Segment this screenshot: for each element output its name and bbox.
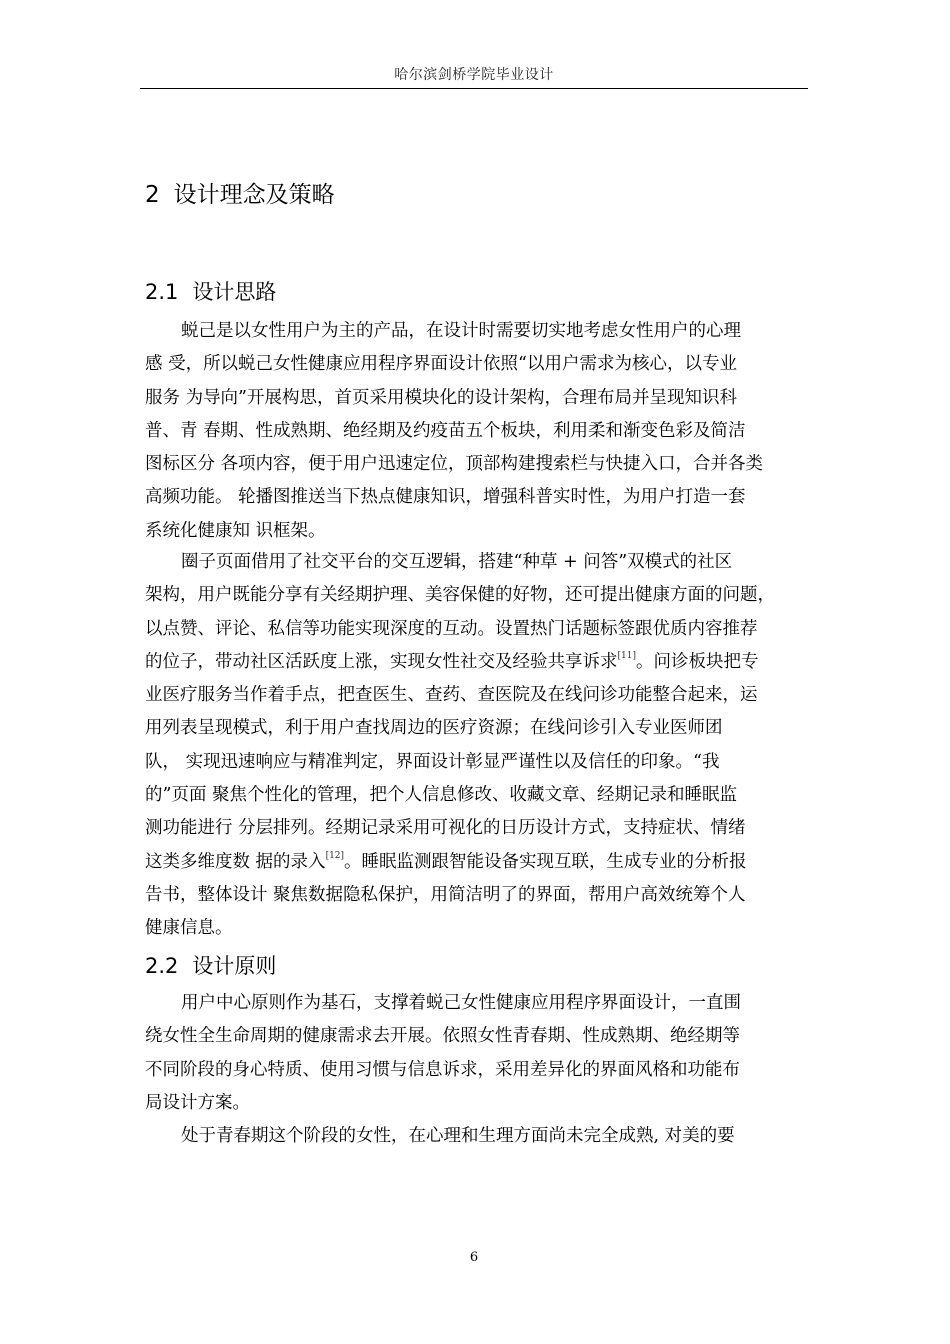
- chapter-title: 设计理念及策略: [173, 182, 335, 208]
- paragraph-line: 的”页面 聚焦个性化的管理，把个人信息修改、收藏文章、经期记录和睡眠监: [145, 785, 738, 806]
- section-number: 2.2: [145, 954, 179, 978]
- paragraph-design-principle-2: [145, 1120, 817, 1153]
- section-heading-2-1: [145, 276, 276, 306]
- line-text: 的位子，带动社区活跃度上涨，实现女性社交及经验共享诉求: [145, 651, 618, 672]
- citation-marker: [11]: [617, 650, 636, 661]
- paragraph-line: 处于青春期这个阶段的女性，在心理和生理方面尚未完全成熟, 对美的要: [181, 1126, 735, 1146]
- section-heading-2-2: [145, 950, 276, 980]
- paragraph-line-with-citation: [145, 846, 817, 879]
- line-text: 。问诊板块把专: [635, 651, 759, 672]
- paragraph-line: 高频功能。 轮播图推送当下热点健康知识，增强科普实时性，为用户打造一套: [145, 487, 746, 508]
- paragraph-line: 蜕己是以女性用户为主的产品，在设计时需要切实地考虑女性用户的心理: [181, 321, 741, 341]
- paragraph-line: 普、青 春期、性成熟期、绝经期及约疫苗五个板块，利用柔和渐变色彩及简洁: [145, 420, 746, 441]
- paragraph-design-principle-1: [145, 987, 817, 1120]
- paragraph-line: 用户中心原则作为基石，支撑着蜕己女性健康应用程序界面设计，一直围: [181, 993, 741, 1013]
- paragraph-design-idea-1: [145, 315, 817, 548]
- paragraph-design-idea-2: [145, 546, 817, 946]
- paragraph-line: 不同阶段的身心特质、使用习惯与信息诉求，采用差异化的界面风格和功能布: [145, 1059, 740, 1080]
- paragraph-line: 健康信息。: [145, 918, 233, 939]
- section-title: 设计思路: [192, 280, 277, 304]
- paragraph-line-with-citation: [145, 646, 817, 679]
- paragraph-line: 业医疗服务当作着手点，把查医生、查药、查医院及在线问诊功能整合起来，运: [145, 685, 758, 706]
- paragraph-line: 服务 为导向”开展构思，首页采用模块化的设计架构，合理布局并呈现知识科: [145, 387, 738, 408]
- paragraph-line: 绕女性全生命周期的健康需求去开展。依照女性青春期、性成熟期、绝经期等: [145, 1026, 740, 1047]
- paragraph-line: 图标区分 各项内容，便于用户迅速定位，顶部构建搜索栏与快捷入口，合并各类: [145, 454, 764, 475]
- paragraph-line: 告书，整体设计 聚焦数据隐私保护，用简洁明了的界面，帮用户高效统筹个人: [145, 884, 746, 905]
- section-number: 2.1: [145, 280, 179, 304]
- paragraph-line: 队， 实现迅速响应与精准判定，界面设计彰显严谨性以及信任的印象。“我: [145, 751, 720, 772]
- citation-marker: [12]: [325, 850, 345, 861]
- line-text: 这类多维度数 据的录入: [145, 851, 326, 872]
- paragraph-line: 以点赞、评论、私信等功能实现深度的互动。设置热门话题标签跟优质内容推荐: [145, 618, 758, 639]
- paragraph-line: 局设计方案。: [145, 1092, 250, 1113]
- chapter-number: 2: [145, 182, 160, 208]
- page-number: 6: [469, 1250, 479, 1265]
- paragraph-line: 感 受，所以蜕己女性健康应用程序界面设计依照“以用户需求为核心，以专业: [145, 354, 738, 375]
- section-title: 设计原则: [192, 954, 277, 978]
- paragraph-line: 系统化健康知 识框架。: [145, 520, 326, 541]
- line-text: 。睡眠监测跟智能设备实现互联，生成专业的分析报: [344, 851, 747, 872]
- paragraph-line: 测功能进行 分层排列。经期记录采用可视化的日历设计方式，支持症状、情绪: [145, 818, 746, 839]
- chapter-heading: [145, 176, 335, 209]
- paragraph-line: 圈子页面借用了社交平台的交互逻辑，搭建“种草 + 问答”双模式的社区: [181, 552, 733, 572]
- paragraph-line: 用列表呈现模式，利于用户查找周边的医疗资源；在线问诊引入专业医师团: [145, 718, 723, 739]
- running-header: 哈尔滨剑桥学院毕业设计: [394, 67, 554, 83]
- paragraph-line: 架构，用户既能分享有关经期护理、美容保健的好物，还可提出健康方面的问题，: [145, 585, 775, 606]
- header-rule: [140, 88, 808, 89]
